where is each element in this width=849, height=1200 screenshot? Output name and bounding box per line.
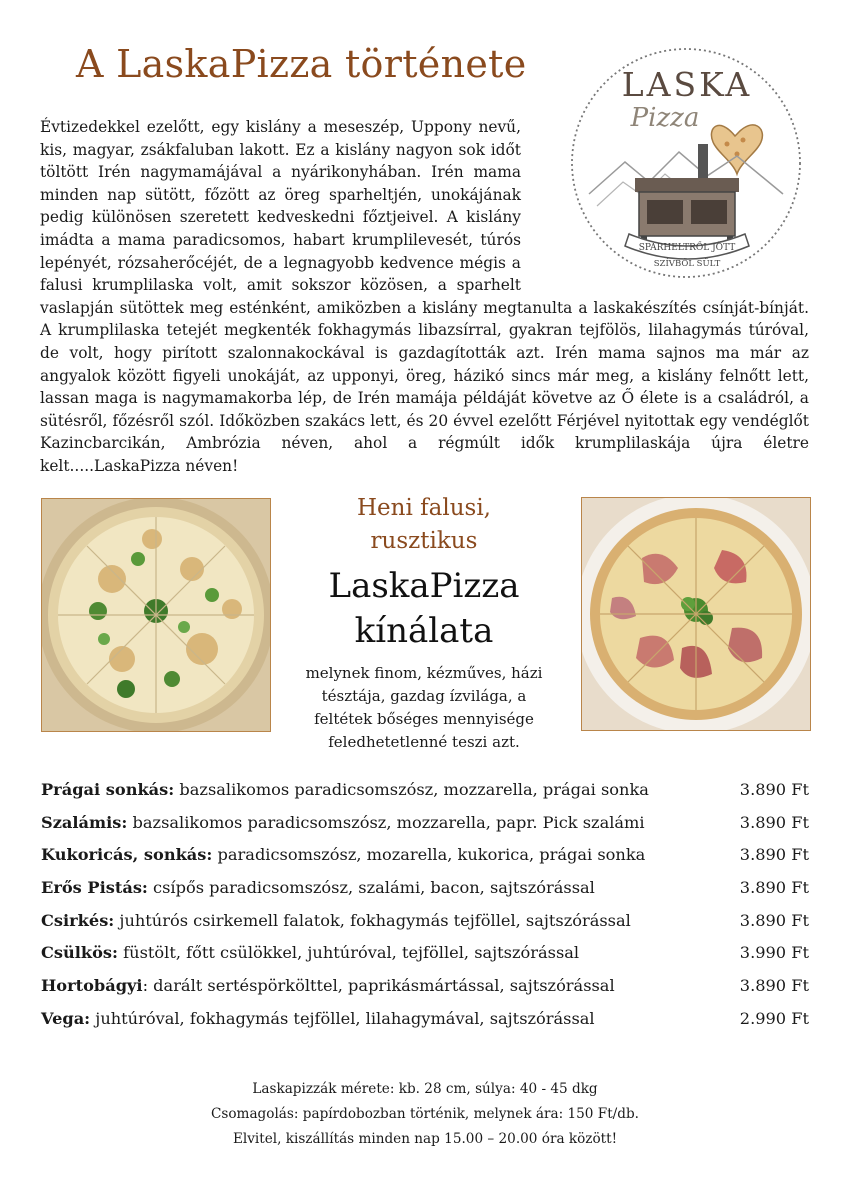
menu-item-price: 2.990 Ft: [739, 1008, 809, 1028]
offer-subtitle: [284, 492, 564, 558]
pizza-menu: [41, 777, 809, 1039]
footer-packaging: Csomagolás: papírdobozban történik, melynek ára: 150 Ft/db.: [211, 1106, 639, 1122]
offer-title-line1: LaskaPizza: [328, 566, 520, 606]
menu-item-description: juhtúróval, fokhagymás tejföllel, lilahagymával, sajtszórással: [90, 1008, 595, 1028]
footer-info: [100, 1077, 750, 1152]
menu-item-price: 3.890 Ft: [739, 845, 809, 865]
menu-item-price: 3.890 Ft: [739, 812, 809, 832]
menu-item-description: : darált sertéspörkölttel, paprikásmártással, sajtszórással: [142, 976, 615, 996]
menu-item: [41, 940, 809, 973]
menu-item-name: Csirkés:: [41, 910, 115, 930]
menu-item: [41, 1006, 809, 1039]
offer-desc-line2: tésztája, gazdag ízvilága, a: [321, 687, 527, 705]
menu-item-price: 3.890 Ft: [739, 976, 809, 996]
logo-brand-top: LASKA: [621, 65, 753, 104]
menu-item-name: Hortobágyi: [41, 976, 143, 996]
menu-item-name: Kukoricás, sonkás:: [41, 845, 213, 865]
menu-item-name: Erős Pistás:: [41, 878, 148, 898]
offer-desc-line4: feledhetetlenné teszi azt.: [328, 733, 520, 751]
logo-spacer: [521, 116, 809, 288]
offer-subtitle-line1: Heni falusi,: [356, 495, 491, 521]
menu-item-description: bazsalikomos paradicsomszósz, mozzarella, prágai sonka: [174, 780, 649, 799]
offer-subtitle-line2: rusztikus: [370, 528, 478, 554]
menu-item-price: 3.890 Ft: [739, 780, 809, 799]
menu-item-name: Csülkös:: [41, 943, 119, 963]
pizza-photo-broccoli: [41, 498, 271, 732]
footer-size: Laskapizzák mérete: kb. 28 cm, súlya: 40 - 45 dkg: [252, 1081, 598, 1097]
menu-item-price: 3.990 Ft: [739, 943, 809, 963]
menu-item: [41, 875, 809, 908]
menu-item-name: Vega:: [41, 1008, 91, 1028]
story-text: [40, 116, 809, 478]
menu-item: [41, 810, 809, 843]
menu-item-name: Prágai sonkás:: [41, 780, 175, 799]
menu-item-description: paradicsomszósz, mozarella, kukorica, prágai sonka: [212, 845, 646, 865]
menu-item: [41, 908, 809, 941]
logo-brand-script: Pizza: [630, 103, 700, 133]
logo-ribbon-line1: SPARHELTRŐL JÖTT: [638, 243, 736, 253]
footer-delivery: Elvitel, kiszállítás minden nap 15.00 – 20.00 óra között!: [232, 1131, 618, 1147]
menu-item-description: bazsalikomos paradicsomszósz, mozzarella, papr. Pick szalámi: [127, 812, 645, 832]
offer-headline: [284, 492, 564, 754]
menu-item-description: csípős paradicsomszósz, szalámi, bacon, sajtszórással: [147, 878, 595, 898]
offer-title: [284, 564, 564, 654]
menu-item-price: 3.890 Ft: [739, 910, 809, 930]
menu-item: [41, 842, 809, 875]
offer-description: [284, 662, 564, 754]
menu-item-name: Szalámis:: [41, 812, 128, 832]
menu-item-price: 3.890 Ft: [739, 878, 809, 898]
logo-ribbon-line2: SZÍVBŐL SÜLT: [653, 259, 721, 269]
menu-item-description: füstölt, főtt csülökkel, juhtúróval, tejföllel, sajtszórással: [118, 943, 580, 963]
menu-item: [41, 973, 809, 1006]
offer-desc-line3: feltétek bőséges mennyisége: [314, 710, 534, 728]
menu-item-description: juhtúrós csirkemell falatok, fokhagymás tejföllel, sajtszórással: [114, 910, 631, 930]
offer-title-line2: kínálata: [354, 611, 494, 651]
offer-desc-line1: melynek finom, kézműves, házi: [305, 664, 543, 682]
story-body: Évtizedekkel ezelőtt, egy kislány a meseszép, Uppony nevű, kis, magyar, zsákfaluban lakott. Ez a kislány nagyon sok időt töltött Irén nagymamájával a nyárikonyhában. Irén mama minden nap sütött, főzött az öreg sparheltjén, unokájának pedig különösen szeretett kedveskedni főztjeivel. A kislány imádta a mama paradicsomos, habart krumplilevesét, túrós lepényét, rózsaherőcéjét, de a legnagyobb kedvence mégis a falusi krumplilaska volt, amit sokszor közösen, a sparhelt vaslapján sütöttek meg esténként, amiközben a kislány megtanulta a laskakészítés csínját-bínját. A krumplilaska tetejét megkenték fokhagymás libazsírral, gyakran tejfölös, lilahagymás túróval, de volt, hogy pirított szalonnakockával is gazdagították azt. Irén mama sajnos ma már az angyalok között figyeli unokáját, az upponyi, öreg, házikó sincs már meg, a kislány felnőtt lett, lassan maga is nagymamakorba lép, de Irén mamája példáját követve az Ő élete is a családról, a sütésről, főzésről szól. Időközben szakács lett, és 20 évvel ezelőtt Férjével nyitottak egy vendéglőt Kazincbarcikán, Ambrózia néven, ahol a régmúlt idők krumplilaskája újra életre kelt.....LaskaPizza néven!: [40, 118, 809, 475]
pizza-photo-ham: [581, 497, 811, 731]
menu-item: [41, 777, 809, 810]
page-title: A LaskaPizza története: [76, 42, 527, 86]
